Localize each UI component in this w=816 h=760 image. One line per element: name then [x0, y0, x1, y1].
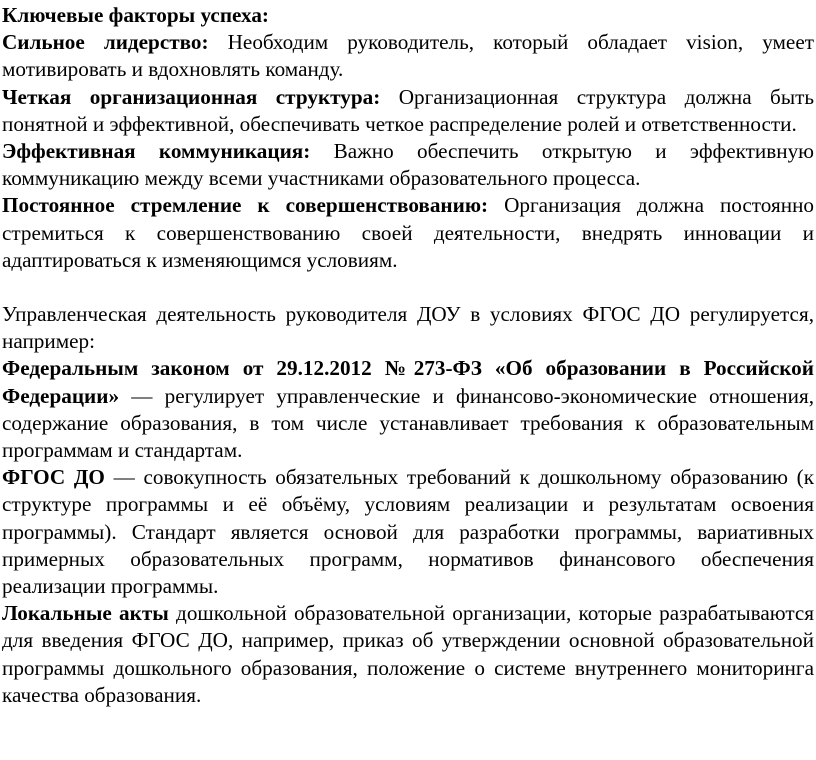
regulation-fgos — [2, 464, 814, 600]
regulation-term: Федеральным законом от 29.12.2012 №273-ФЗ «Об образовании в Российской Федерации» — [2, 356, 814, 408]
factor-term: Сильное лидерство: — [2, 30, 209, 55]
regulation-text: — регулирует управленческие и финансово-экономические отношения, содержание образования, в том числе устанавливает требования к образовательным программам и стандартам. — [2, 383, 815, 463]
regulation-local-acts — [2, 600, 814, 709]
factor-term: Четкая организационная структура: — [2, 84, 381, 109]
paragraph-gap — [2, 274, 814, 301]
factor-text: Организационная структура должна быть понятной и эффективной, обеспечивать четкое распределение ролей и ответственности. — [2, 84, 814, 136]
factor-communication — [2, 138, 814, 192]
section-heading: Ключевые факторы успеха: — [2, 3, 269, 27]
factor-structure — [2, 84, 814, 138]
regulation-intro: Управленческая деятельность руководителя ДОУ в условиях ФГОС ДО регулируется, например: — [2, 302, 814, 354]
factor-text: Организация должна постоянно стремиться к совершенствованию своей деятельности, внедрять инновации и адаптироваться к изменяющимся условиям. — [2, 193, 814, 272]
regulation-federal-law — [2, 355, 814, 464]
regulation-term: ФГОС ДО — [2, 465, 105, 490]
factor-term: Эффективная коммуникация: — [2, 139, 311, 164]
factor-text: Важно обеспечить открытую и эффективную коммуникацию между всеми участниками образовательного процесса. — [2, 139, 814, 191]
factor-improvement — [2, 192, 814, 274]
regulation-text: дошкольной образовательной организации, которые разрабатываются для введения ФГОС ДО, например, приказ об утверждении основной образовательной программы дошкольного образования, положение о системе внутреннего мониторинга качества образования. — [2, 601, 814, 707]
factor-text: Необходим руководитель, который обладает vision, умеет мотивировать и вдохновлять команду. — [2, 30, 814, 82]
regulation-text: — совокупность обязательных требований к дошкольному образованию (к структуре программы и её объёму, условиям реализации и результатам освоения программы). Стандарт является основой для разработки программы, вариативных примерных образовательных программ, нормативов финансового обеспечения реализации программы. — [2, 465, 815, 599]
regulation-term: Локальные акты — [2, 601, 169, 626]
factor-term: Постоянное стремление к совершенствованию: — [2, 193, 489, 218]
factor-leadership — [2, 29, 814, 83]
